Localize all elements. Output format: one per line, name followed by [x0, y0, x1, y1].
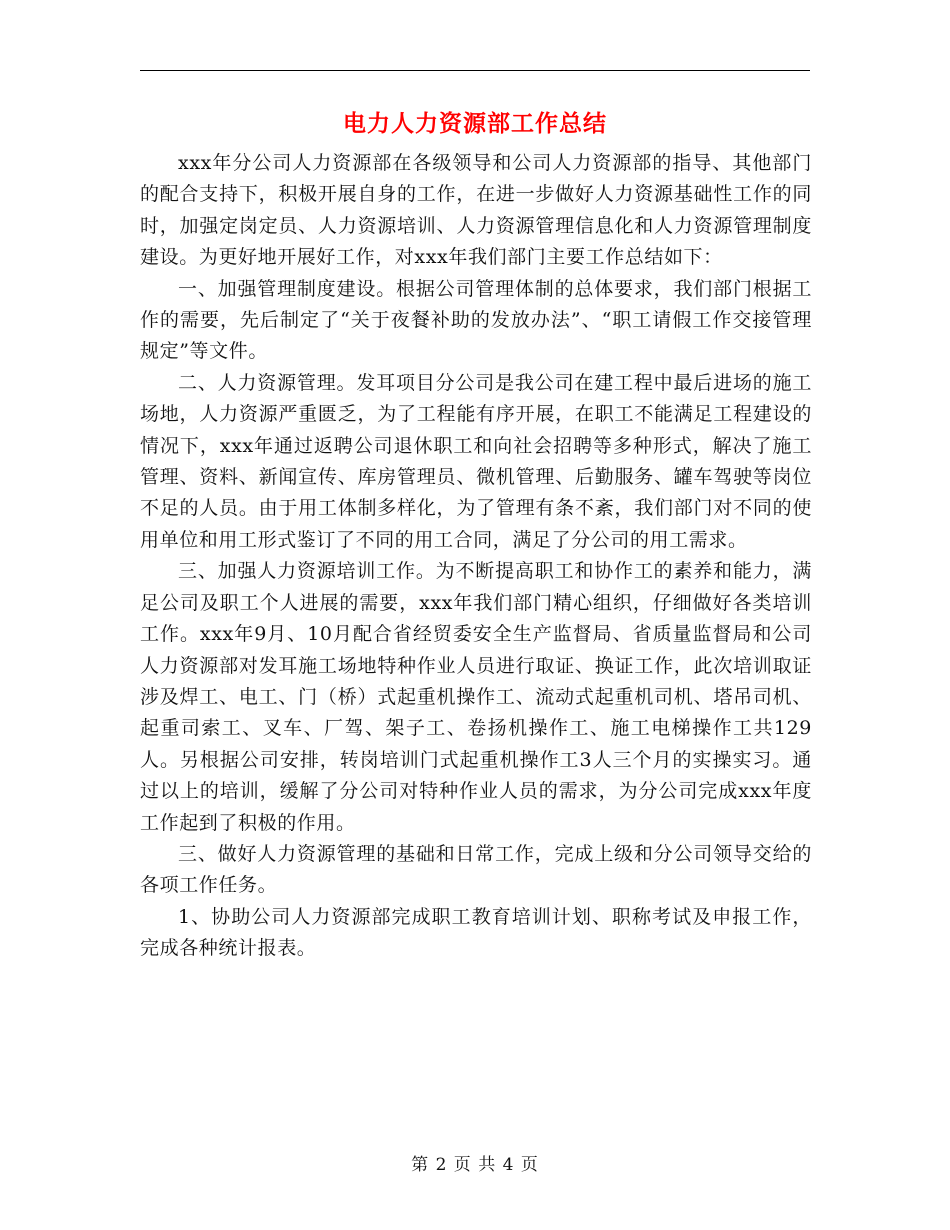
page-number-footer: 第 2 页 共 4 页	[411, 1155, 539, 1175]
document-body	[140, 148, 812, 965]
paragraph-section-3: 三、加强人力资源培训工作。为不断提高职工和协作工的素养和能力，满足公司及职工个人进展的需要，xxx年我们部门精心组织，仔细做好各类培训工作。xxx年9月、10月配合省经贸委安全生产监督局、省质量监督局和公司人力资源部对发耳施工场地特种作业人员进行取证、换证工作，此次培训取证涉及焊工、电工、门（桥）式起重机操作工、流动式起重机司机、塔吊司机、起重司索工、叉车、厂驾、架子工、卷扬机操作工、施工电梯操作工共129人。另根据公司安排，转岗培训门式起重机操作工3人三个月的实操实习。通过以上的培训，缓解了分公司对特种作业人员的需求，为分公司完成xxx年度工作起到了积极的作用。	[140, 560, 812, 834]
paragraph-section-1: 一、加强管理制度建设。根据公司管理体制的总体要求，我们部门根据工作的需要，先后制定了“关于夜餐补助的发放办法”、“职工请假工作交接管理规定”等文件。	[140, 277, 812, 363]
paragraph-intro: xxx年分公司人力资源部在各级领导和公司人力资源部的指导、其他部门的配合支持下，积极开展自身的工作，在进一步做好人力资源基础性工作的同时，加强定岗定员、人力资源培训、人力资源管理信息化和人力资源管理制度建设。为更好地开展好工作，对xxx年我们部门主要工作总结如下：	[140, 152, 812, 269]
paragraph-item-1: 1、协助公司人力资源部完成职工教育培训计划、职称考试及申报工作，完成各种统计报表。	[140, 905, 812, 960]
document-title: 电力人力资源部工作总结	[343, 111, 607, 137]
paragraph-section-2: 二、人力资源管理。发耳项目分公司是我公司在建工程中最后进场的施工场地，人力资源严重匮乏，为了工程能有序开展，在职工不能满足工程建设的情况下，xxx年通过返聘公司退休职工和向社会招聘等多种形式，解决了施工管理、资料、新闻宣传、库房管理员、微机管理、后勤服务、罐车驾驶等岗位不足的人员。由于用工体制多样化，为了管理有条不紊，我们部门对不同的使用单位和用工形式鉴订了不同的用工合同，满足了分公司的用工需求。	[140, 371, 812, 551]
paragraph-section-3b: 三、做好人力资源管理的基础和日常工作，完成上级和分公司领导交给的各项工作任务。	[140, 842, 812, 897]
header-rule	[140, 70, 810, 71]
